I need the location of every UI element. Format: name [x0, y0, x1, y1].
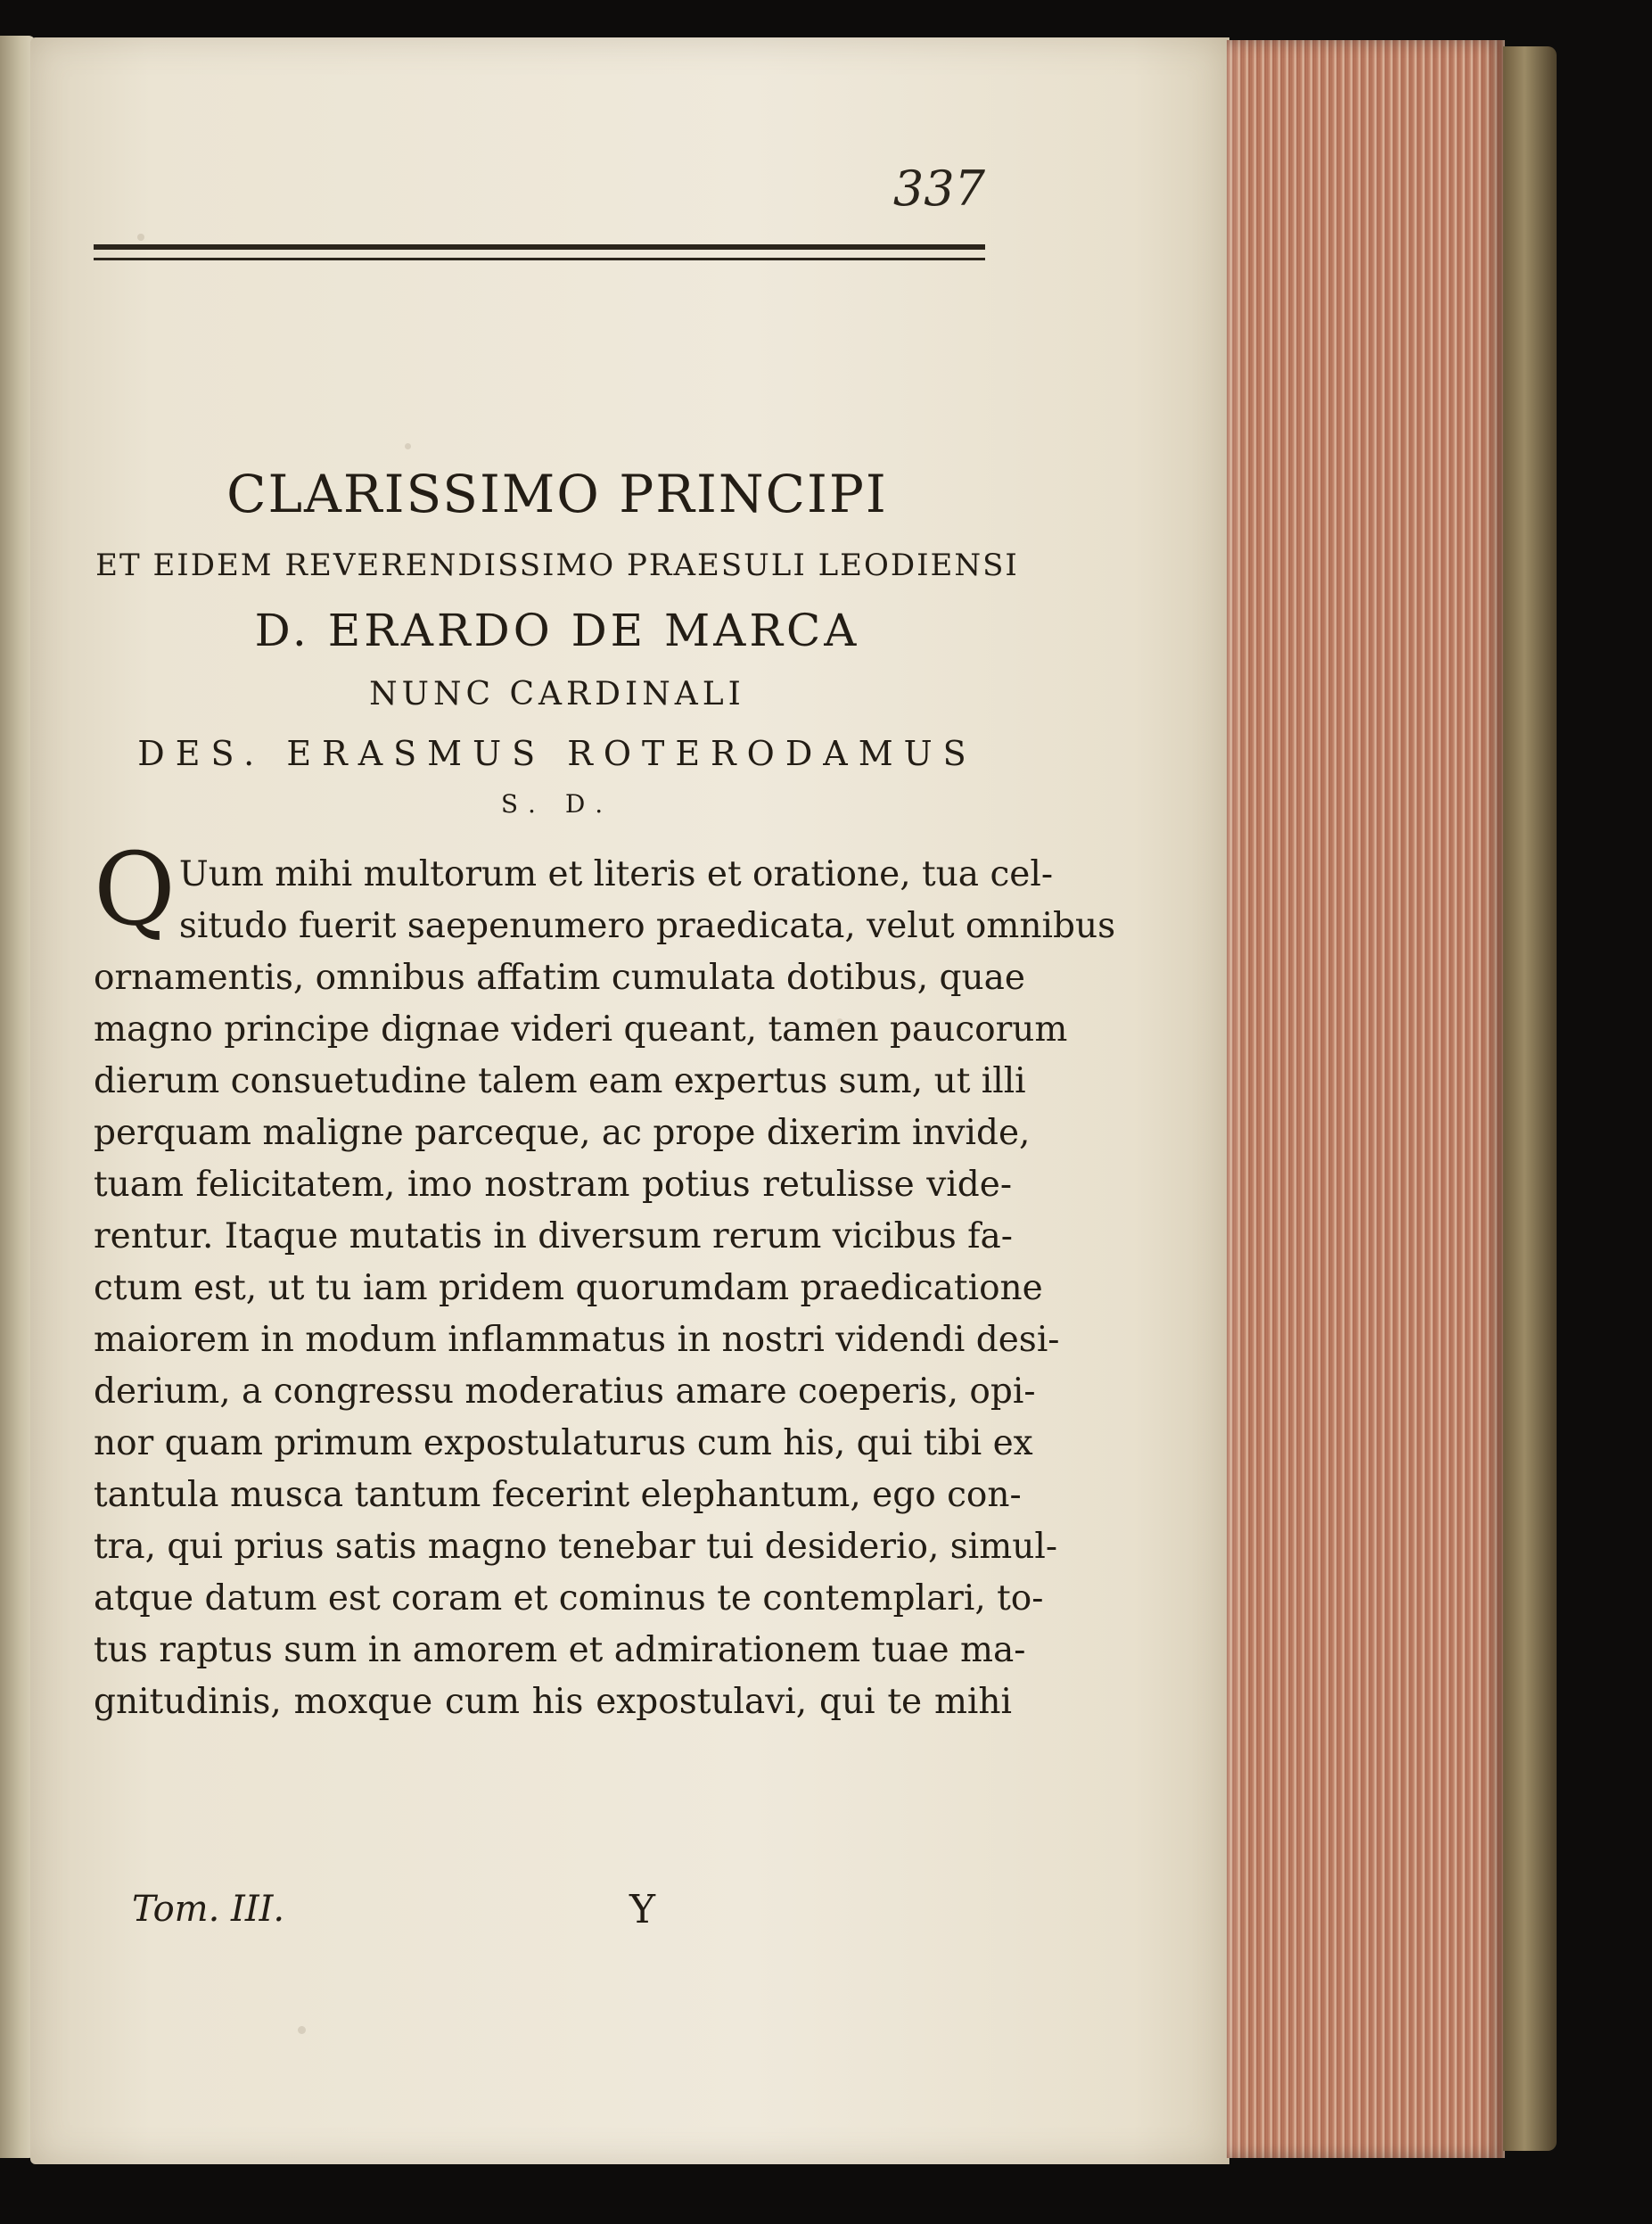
heading-line-4: NUNC CARDINALI — [369, 676, 745, 713]
page-number: 337 — [892, 161, 985, 217]
body-line: tus raptus sum in amorem et admirationem tuae ma- — [94, 1630, 1026, 1670]
book-fore-edge — [1227, 40, 1505, 2158]
header-rule — [94, 244, 985, 260]
body-line: dierum consuetudine talem eam expertus sum, ut illi — [94, 1061, 1026, 1101]
body-line: Uum mihi multorum et literis et oratione, tua cel- — [178, 854, 1054, 894]
body-line: rentur. Itaque mutatis in diversum rerum vicibus fa- — [94, 1216, 1013, 1256]
body-line: derium, a congressu moderatius amare coeperis, opi- — [94, 1371, 1036, 1412]
catchword-mark: Y — [629, 1887, 656, 1932]
body-text — [94, 832, 1116, 1728]
body-line: maiorem in modum inflammatus in nostri videndi desi- — [94, 1320, 1060, 1360]
body-line: tantula musca tantum fecerint elephantum, ego con- — [94, 1475, 1022, 1515]
body-line: ctum est, ut tu iam pridem quorumdam praedicatione — [94, 1268, 1043, 1308]
book-cover-edge — [1503, 46, 1557, 2151]
heading-line-5: DES. ERASMUS ROTERODAMUS — [137, 734, 977, 773]
signature-mark: Tom. III. — [132, 1889, 285, 1930]
heading-line-1: CLARISSIMO PRINCIPI — [226, 464, 888, 524]
body-line: perquam maligne parceque, ac prope dixerim invide, — [94, 1113, 1031, 1153]
body-line: gnitudinis, moxque cum his expostulavi, qui te mihi — [94, 1682, 1012, 1722]
heading-line-3: D. ERARDO DE MARCA — [254, 605, 860, 656]
body-line: ornamentis, omnibus affatim cumulata dotibus, quae — [94, 958, 1025, 998]
body-line: atque datum est coram et cominus te contemplari, to- — [94, 1578, 1044, 1619]
body-line: tra, qui prius satis magno tenebar tui desiderio, simul- — [94, 1527, 1058, 1567]
page-header — [94, 152, 985, 276]
page-content — [94, 464, 1116, 1728]
paper-spot — [405, 443, 411, 449]
drop-cap: Q — [94, 832, 176, 948]
paper-spot — [298, 2026, 306, 2034]
heading-line-6: S. D. — [500, 789, 614, 819]
body-line: nor quam primum expostulaturus cum his, qui tibi ex — [94, 1423, 1033, 1463]
heading-line-2: ET EIDEM REVERENDISSIMO PRAESULI LEODIENSI — [95, 548, 1019, 583]
body-line: magno principe dignae videri queant, tamen paucorum — [94, 1009, 1068, 1050]
body-line: tuam felicitatem, imo nostram potius retulisse vide- — [94, 1165, 1012, 1205]
body-line: situdo fuerit saepenumero praedicata, velut omnibus — [178, 906, 1116, 946]
